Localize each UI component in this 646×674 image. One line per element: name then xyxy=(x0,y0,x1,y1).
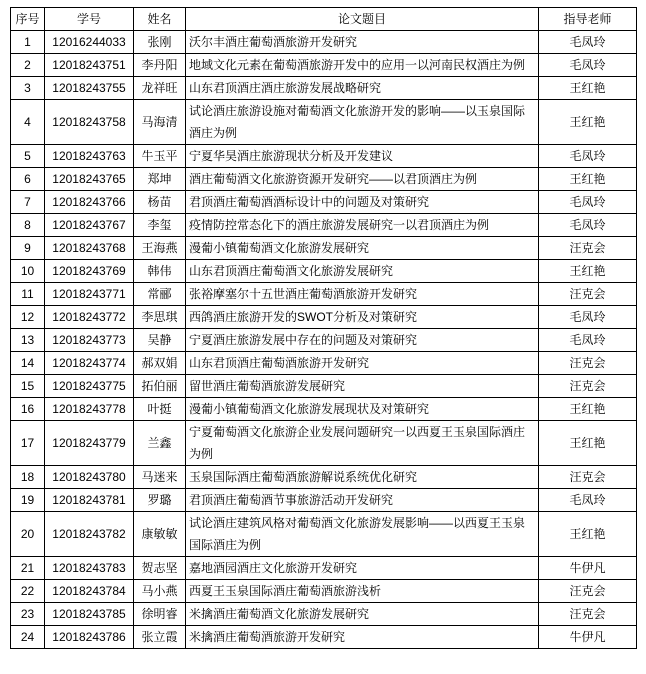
cell-serial-number: 21 xyxy=(11,557,45,580)
cell-student-id: 12018243782 xyxy=(45,512,134,557)
cell-student-id: 12018243773 xyxy=(45,329,134,352)
cell-student-id: 12018243769 xyxy=(45,260,134,283)
cell-serial-number: 19 xyxy=(11,489,45,512)
cell-serial-number: 10 xyxy=(11,260,45,283)
cell-thesis-title: 米擒酒庄葡萄酒旅游开发研究 xyxy=(186,626,539,649)
cell-student-name: 马海清 xyxy=(134,100,186,145)
cell-student-id: 12018243755 xyxy=(45,77,134,100)
cell-serial-number: 1 xyxy=(11,31,45,54)
cell-advisor: 毛凤玲 xyxy=(539,214,637,237)
cell-student-name: 王海燕 xyxy=(134,237,186,260)
table-row xyxy=(11,421,637,466)
cell-advisor: 王红艳 xyxy=(539,260,637,283)
table-row xyxy=(11,191,637,214)
header-student-name: 姓名 xyxy=(134,8,186,31)
cell-advisor: 汪克会 xyxy=(539,283,637,306)
cell-thesis-title: 沃尔丰酒庄葡萄酒旅游开发研究 xyxy=(186,31,539,54)
cell-advisor: 汪克会 xyxy=(539,352,637,375)
table-body xyxy=(11,31,637,649)
table-row xyxy=(11,375,637,398)
table-row xyxy=(11,214,637,237)
cell-thesis-title: 玉泉国际酒庄葡萄酒旅游解说系统优化研究 xyxy=(186,466,539,489)
thesis-assignment-table xyxy=(10,7,637,649)
cell-thesis-title: 试论酒庄建筑风格对葡萄酒文化旅游发展影响——以西夏王玉泉国际酒庄为例 xyxy=(186,512,539,557)
cell-thesis-title: 宁夏葡萄酒文化旅游企业发展问题研究一以西夏王玉泉国际酒庄为例 xyxy=(186,421,539,466)
cell-advisor: 王红艳 xyxy=(539,100,637,145)
cell-serial-number: 15 xyxy=(11,375,45,398)
cell-advisor: 牛伊凡 xyxy=(539,626,637,649)
cell-thesis-title: 西夏王玉泉国际酒庄葡萄酒旅游浅析 xyxy=(186,580,539,603)
cell-serial-number: 16 xyxy=(11,398,45,421)
table-row xyxy=(11,398,637,421)
cell-student-name: 兰鑫 xyxy=(134,421,186,466)
table-row xyxy=(11,557,637,580)
cell-thesis-title: 山东君顶酒庄酒庄旅游发展战略研究 xyxy=(186,77,539,100)
table-row xyxy=(11,100,637,145)
cell-student-name: 张刚 xyxy=(134,31,186,54)
cell-student-id: 12018243758 xyxy=(45,100,134,145)
cell-thesis-title: 西鸽酒庄旅游开发的SWOT分析及对策研究 xyxy=(186,306,539,329)
cell-advisor: 王红艳 xyxy=(539,512,637,557)
cell-student-id: 12018243779 xyxy=(45,421,134,466)
cell-advisor: 王红艳 xyxy=(539,77,637,100)
cell-advisor: 汪克会 xyxy=(539,603,637,626)
cell-advisor: 王红艳 xyxy=(539,398,637,421)
table-row xyxy=(11,306,637,329)
cell-advisor: 王红艳 xyxy=(539,421,637,466)
cell-thesis-title: 留世酒庄葡萄酒旅游发展研究 xyxy=(186,375,539,398)
cell-student-id: 12018243785 xyxy=(45,603,134,626)
cell-student-id: 12018243781 xyxy=(45,489,134,512)
table-row xyxy=(11,31,637,54)
cell-advisor: 汪克会 xyxy=(539,466,637,489)
cell-advisor: 牛伊凡 xyxy=(539,557,637,580)
cell-thesis-title: 山东君顶酒庄葡萄酒文化旅游发展研究 xyxy=(186,260,539,283)
table-row xyxy=(11,626,637,649)
cell-thesis-title: 漫葡小镇葡萄酒文化旅游发展研究 xyxy=(186,237,539,260)
table-row xyxy=(11,580,637,603)
cell-serial-number: 5 xyxy=(11,145,45,168)
cell-serial-number: 20 xyxy=(11,512,45,557)
cell-advisor: 汪克会 xyxy=(539,375,637,398)
cell-student-name: 马小燕 xyxy=(134,580,186,603)
cell-thesis-title: 疫情防控常态化下的酒庄旅游发展研究一以君顶酒庄为例 xyxy=(186,214,539,237)
table-row xyxy=(11,466,637,489)
cell-serial-number: 11 xyxy=(11,283,45,306)
cell-serial-number: 7 xyxy=(11,191,45,214)
cell-student-name: 牛玉平 xyxy=(134,145,186,168)
cell-advisor: 王红艳 xyxy=(539,168,637,191)
table-row xyxy=(11,512,637,557)
table-row xyxy=(11,145,637,168)
table-row xyxy=(11,603,637,626)
cell-serial-number: 4 xyxy=(11,100,45,145)
cell-student-name: 张立霞 xyxy=(134,626,186,649)
cell-student-name: 康敏敏 xyxy=(134,512,186,557)
cell-thesis-title: 酒庄葡萄酒文化旅游资源开发研究——以君顶酒庄为例 xyxy=(186,168,539,191)
cell-student-id: 12018243786 xyxy=(45,626,134,649)
cell-serial-number: 14 xyxy=(11,352,45,375)
cell-student-name: 吴静 xyxy=(134,329,186,352)
cell-student-id: 12018243771 xyxy=(45,283,134,306)
table-row xyxy=(11,260,637,283)
cell-student-name: 常郦 xyxy=(134,283,186,306)
cell-serial-number: 24 xyxy=(11,626,45,649)
cell-thesis-title: 漫葡小镇葡萄酒文化旅游发展现状及对策研究 xyxy=(186,398,539,421)
cell-student-id: 12018243772 xyxy=(45,306,134,329)
cell-student-id: 12018243783 xyxy=(45,557,134,580)
cell-advisor: 毛凤玲 xyxy=(539,306,637,329)
cell-student-name: 杨苗 xyxy=(134,191,186,214)
cell-serial-number: 13 xyxy=(11,329,45,352)
cell-advisor: 毛凤玲 xyxy=(539,329,637,352)
header-thesis-title: 论文题目 xyxy=(186,8,539,31)
cell-student-id: 12018243775 xyxy=(45,375,134,398)
cell-student-id: 12018243768 xyxy=(45,237,134,260)
header-advisor: 指导老师 xyxy=(539,8,637,31)
cell-advisor: 毛凤玲 xyxy=(539,54,637,77)
cell-thesis-title: 米擒酒庄葡萄酒文化旅游发展研究 xyxy=(186,603,539,626)
table-row xyxy=(11,283,637,306)
cell-student-id: 12018243780 xyxy=(45,466,134,489)
cell-student-name: 龙祥旺 xyxy=(134,77,186,100)
cell-serial-number: 9 xyxy=(11,237,45,260)
header-row xyxy=(11,8,637,31)
cell-student-id: 12018243751 xyxy=(45,54,134,77)
header-student-id: 学号 xyxy=(45,8,134,31)
cell-student-name: 郝双娟 xyxy=(134,352,186,375)
header-serial-number: 序号 xyxy=(11,8,45,31)
cell-advisor: 毛凤玲 xyxy=(539,191,637,214)
cell-student-id: 12018243765 xyxy=(45,168,134,191)
cell-student-id: 12016244033 xyxy=(45,31,134,54)
table-row xyxy=(11,168,637,191)
cell-advisor: 汪克会 xyxy=(539,237,637,260)
cell-advisor: 毛凤玲 xyxy=(539,145,637,168)
cell-student-name: 拓伯丽 xyxy=(134,375,186,398)
cell-student-name: 李思琪 xyxy=(134,306,186,329)
cell-student-id: 12018243778 xyxy=(45,398,134,421)
table-row xyxy=(11,329,637,352)
cell-advisor: 毛凤玲 xyxy=(539,489,637,512)
cell-serial-number: 6 xyxy=(11,168,45,191)
cell-serial-number: 18 xyxy=(11,466,45,489)
cell-serial-number: 3 xyxy=(11,77,45,100)
cell-advisor: 毛凤玲 xyxy=(539,31,637,54)
cell-thesis-title: 张裕摩塞尔十五世酒庄葡萄酒旅游开发研究 xyxy=(186,283,539,306)
cell-student-name: 马迷来 xyxy=(134,466,186,489)
cell-student-id: 12018243784 xyxy=(45,580,134,603)
cell-thesis-title: 试论酒庄旅游设施对葡萄酒文化旅游开发的影响——以玉泉国际酒庄为例 xyxy=(186,100,539,145)
cell-student-name: 李玺 xyxy=(134,214,186,237)
cell-serial-number: 2 xyxy=(11,54,45,77)
cell-advisor: 汪克会 xyxy=(539,580,637,603)
cell-serial-number: 8 xyxy=(11,214,45,237)
cell-thesis-title: 嘉地酒园酒庄文化旅游开发研究 xyxy=(186,557,539,580)
cell-student-name: 韩伟 xyxy=(134,260,186,283)
cell-thesis-title: 山东君顶酒庄葡萄酒旅游开发研究 xyxy=(186,352,539,375)
cell-thesis-title: 君顶酒庄葡萄酒酒标设计中的问题及对策研究 xyxy=(186,191,539,214)
cell-thesis-title: 地域文化元素在葡萄酒旅游开发中的应用一以河南民权酒庄为例 xyxy=(186,54,539,77)
cell-student-id: 12018243766 xyxy=(45,191,134,214)
cell-serial-number: 22 xyxy=(11,580,45,603)
cell-student-id: 12018243763 xyxy=(45,145,134,168)
cell-student-name: 贺志坚 xyxy=(134,557,186,580)
cell-thesis-title: 宁夏华昊酒庄旅游现状分析及开发建议 xyxy=(186,145,539,168)
table-row xyxy=(11,237,637,260)
cell-student-name: 罗璐 xyxy=(134,489,186,512)
table-row xyxy=(11,77,637,100)
table-row xyxy=(11,489,637,512)
cell-student-id: 12018243774 xyxy=(45,352,134,375)
cell-serial-number: 12 xyxy=(11,306,45,329)
cell-student-name: 叶挺 xyxy=(134,398,186,421)
cell-student-name: 李丹阳 xyxy=(134,54,186,77)
cell-thesis-title: 宁夏酒庄旅游发展中存在的问题及对策研究 xyxy=(186,329,539,352)
cell-serial-number: 23 xyxy=(11,603,45,626)
table-row xyxy=(11,352,637,375)
cell-student-name: 徐明睿 xyxy=(134,603,186,626)
cell-serial-number: 17 xyxy=(11,421,45,466)
cell-student-name: 郑坤 xyxy=(134,168,186,191)
table-row xyxy=(11,54,637,77)
cell-student-id: 12018243767 xyxy=(45,214,134,237)
cell-thesis-title: 君顶酒庄葡萄酒节事旅游活动开发研究 xyxy=(186,489,539,512)
